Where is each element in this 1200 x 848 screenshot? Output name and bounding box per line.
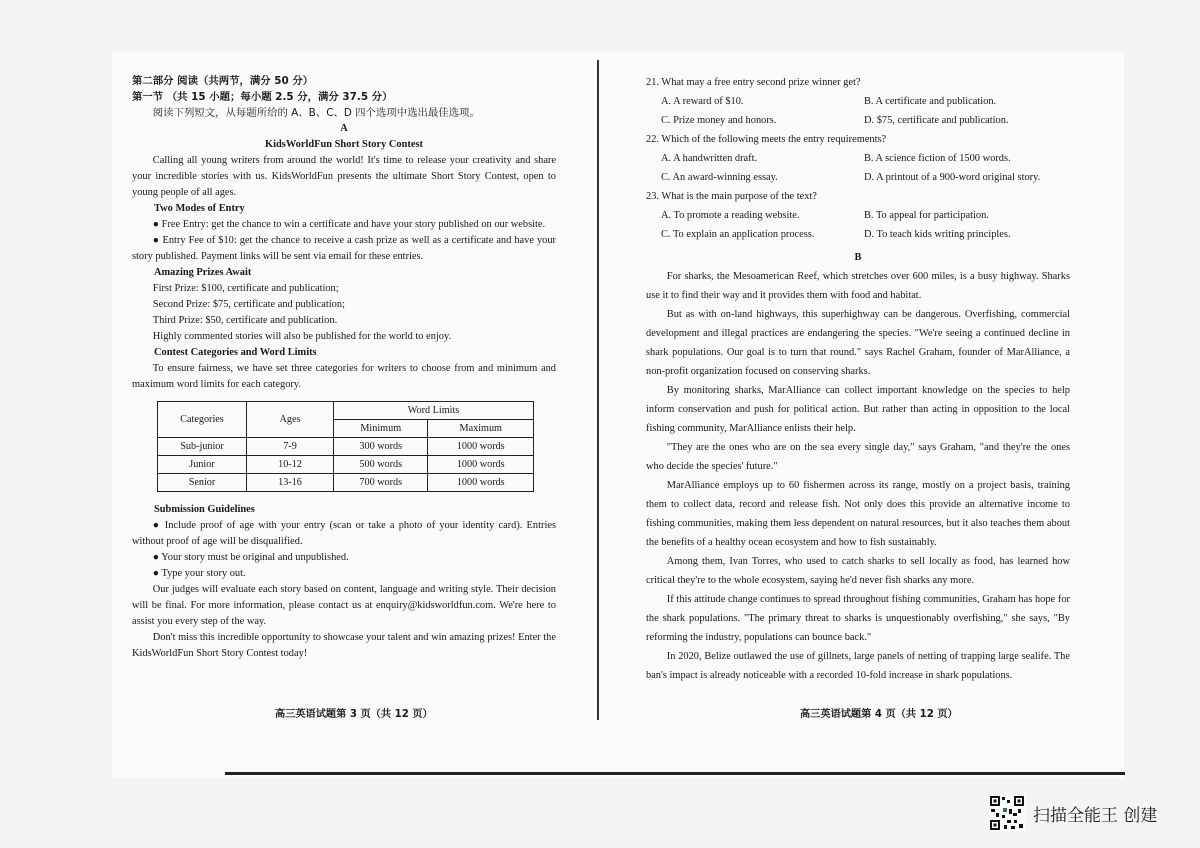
cell-ages: 10-12 <box>247 456 334 474</box>
categories-heading: Contest Categories and Word Limits <box>154 347 317 358</box>
question-23 <box>646 187 1070 244</box>
question-stem: 21. What may a free entry second prize winner get? <box>646 77 861 88</box>
page-3-footer: 高三英语试题第 3 页（共 12 页） <box>275 709 433 720</box>
table-row <box>158 474 534 492</box>
instruction-text: 阅读下列短文，从每题所给的 A、B、C、D 四个选项中选出最佳选项。 <box>152 107 480 119</box>
closing-paragraph: Don't miss this incredible opportunity to showcase your talent and win amazing prizes! Enter the KidsWorldFun Short Story Contest today! <box>132 632 556 659</box>
page-4-footer: 高三英语试题第 4 页（共 12 页） <box>800 709 958 720</box>
cell-ages: 13-16 <box>247 474 334 492</box>
submission-original: ● Your story must be original and unpublished. <box>152 552 349 563</box>
paragraph: MarAlliance employs up to 60 fishermen across its range, mostly on a project basis, training them to collect data, record and release fish. Not only does this provide an alternative income to fishing communities, making them less dependent on natural resources, but it also teaches them about the benefits of a healthy ocean ecosystem and how to fish sustainably. <box>646 480 1070 548</box>
passage-title: KidsWorldFun Short Story Contest <box>265 139 423 150</box>
subsection-heading: 第一节 （共 15 小题；每小题 2.5 分，满分 37.5 分） <box>132 91 393 103</box>
third-prize: Third Prize: $50, certificate and publication. <box>152 315 338 326</box>
page-4-column <box>646 73 1070 685</box>
option-b: B. To appeal for participation. <box>864 210 989 221</box>
first-prize: First Prize: $100, certificate and publication; <box>152 283 339 294</box>
option-b: B. A certificate and publication. <box>864 96 997 107</box>
paragraph: In 2020, Belize outlawed the use of gillnets, large panels of netting of trapping large sealife. The ban's impact is already noticeable with a recorded 10-fold increase in shark populations. <box>646 651 1070 681</box>
cell-min: 500 words <box>334 456 428 474</box>
judges-paragraph: Our judges will evaluate each story based on content, language and writing style. Their decision will be final. For more information, please contact us at enquiry@kidsworldfun.com. We're here to assist you every step of the way. <box>132 584 556 627</box>
question-stem: 22. Which of the following meets the entry requirements? <box>646 134 887 145</box>
question-stem: 23. What is the main purpose of the text? <box>646 191 817 202</box>
question-21 <box>646 73 1070 130</box>
paragraph: But as with on-land highways, this superhighway can be dangerous. Overfishing, commercial development and illegal practices are endangering the species. "We're seeing a continued decline in shark populations. Our goal is to turn that round." says Rachel Graham, founder of MarAlliance, a non-profit organization focused on conserving sharks. <box>646 309 1070 377</box>
paragraph: For sharks, the Mesoamerican Reef, which stretches over 600 miles, is a busy highway. Sharks use it to find their way and it provides them with food and habitat. <box>646 271 1070 301</box>
header-minimum: Minimum <box>334 420 428 438</box>
question-22 <box>646 130 1070 187</box>
header-maximum: Maximum <box>428 420 534 438</box>
submission-proof-of-age: ● Include proof of age with your entry (scan or take a photo of your identity card). Entries without proof of age will be disqualified. <box>132 520 556 547</box>
modes-heading: Two Modes of Entry <box>154 203 245 214</box>
mode-paid-entry: ● Entry Fee of $10: get the chance to receive a cash prize as well as a certificate and have your story published. Payment links will be sent via email for these entries. <box>132 235 556 262</box>
option-d: D. $75, certificate and publication. <box>864 115 1009 126</box>
page-divider <box>597 60 599 720</box>
passage-letter-a: A <box>340 123 348 134</box>
section-heading: 第二部分 阅读（共两节，满分 50 分） <box>132 75 314 87</box>
scan-edge-line <box>225 772 1125 775</box>
submission-heading: Submission Guidelines <box>154 504 255 515</box>
cell-min: 700 words <box>334 474 428 492</box>
prizes-heading: Amazing Prizes Await <box>154 267 252 278</box>
scanner-watermark <box>989 795 1157 831</box>
second-prize: Second Prize: $75, certificate and publication; <box>152 299 345 310</box>
passage-letter-b: B <box>854 252 862 263</box>
option-a: A. A handwritten draft. <box>661 153 758 164</box>
cell-category: Junior <box>158 456 247 474</box>
paragraph: "They are the ones who are on the sea every single day," says Graham, "and they're the ones who decide the species' future." <box>646 442 1070 472</box>
submission-typed: ● Type your story out. <box>152 568 246 579</box>
cell-max: 1000 words <box>428 474 534 492</box>
qr-code-icon <box>989 795 1025 831</box>
cell-category: Sub-junior <box>158 438 247 456</box>
option-c: C. Prize money and honors. <box>661 115 777 126</box>
option-d: D. To teach kids writing principles. <box>864 229 1011 240</box>
option-d: D. A printout of a 900-word original story. <box>864 172 1041 183</box>
header-ages: Ages <box>247 402 334 438</box>
header-categories: Categories <box>158 402 247 438</box>
paragraph: Among them, Ivan Torres, who used to catch sharks to sell locally as food, has learned how critical they're to the whole ecosystem, saying he'd never fish sharks any more. <box>646 556 1070 586</box>
commended-note: Highly commented stories will also be published for the world to enjoy. <box>152 331 452 342</box>
cell-min: 300 words <box>334 438 428 456</box>
option-c: C. An award-winning essay. <box>661 172 778 183</box>
option-a: A. A reward of $10. <box>661 96 744 107</box>
page-3-column <box>132 73 556 662</box>
paragraph: By monitoring sharks, MarAlliance can collect important knowledge on the species to help inform conservation and push for political action. But rather than acting in opposition to the local fishing community, MarAlliance enlists their help. <box>646 385 1070 434</box>
table-row <box>158 438 534 456</box>
header-word-limits: Word Limits <box>334 402 534 420</box>
cell-ages: 7-9 <box>247 438 334 456</box>
word-limits-table <box>157 401 534 492</box>
cell-category: Senior <box>158 474 247 492</box>
watermark-text: 扫描全能王 创建 <box>1033 805 1158 826</box>
mode-free-entry: ● Free Entry: get the chance to win a certificate and have your story published on our website. <box>152 219 546 230</box>
cell-max: 1000 words <box>428 456 534 474</box>
intro-paragraph: Calling all young writers from around the world! It's time to release your creativity and share your incredible stories with us. KidsWorldFun presents the ultimate Short Story Contest, open to young people of all ages. <box>132 155 556 198</box>
option-b: B. A science fiction of 1500 words. <box>864 153 1011 164</box>
categories-text: To ensure fairness, we have set three categories for writers to choose from and minimum and maximum word limits for each category. <box>132 363 556 390</box>
paragraph: If this attitude change continues to spread throughout fishing communities, Graham has hope for the shark populations. "The primary threat to sharks is unquestionably overfishing," she says, "By reforming the industry, populations can bounce back." <box>646 594 1070 643</box>
option-a: A. To promote a reading website. <box>661 210 800 221</box>
cell-max: 1000 words <box>428 438 534 456</box>
option-c: C. To explain an application process. <box>661 229 815 240</box>
table-row <box>158 456 534 474</box>
